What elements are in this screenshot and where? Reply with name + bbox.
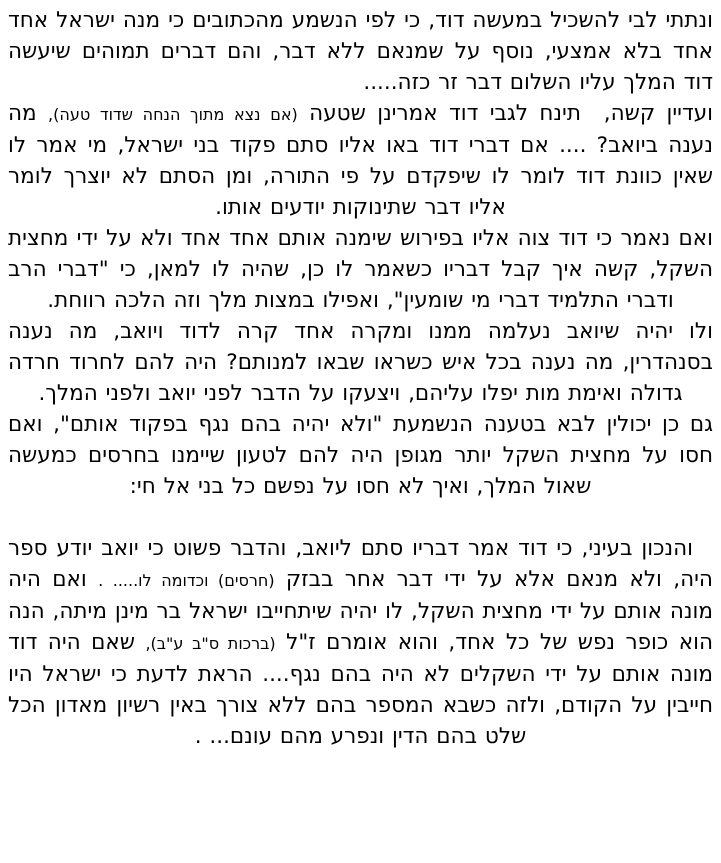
paragraph (8, 533, 713, 752)
parenthetical-small-text: (חרסים) וכדומה לו..... . (98, 571, 275, 590)
paragraph (8, 316, 713, 409)
text-run: שאם היה דוד מונה אותם על ידי השקלים לא היה בהם נגף.... הראת לדעת כי ישראל היו חייבין על הקודם, ולזה כשבא המספר בהם ללא צורך באין רשיון מאדון הכל שלט בהם הדין ונפרע מהם עונם... . (8, 630, 713, 749)
text-block (8, 5, 713, 752)
text-run: מה נענה ביואב? .... אם דברי דוד באו אליו סתם פקוד בני ישראל, מי אמר לו שאין כוונת דוד לומר לו שיפקדם על פי התורה, ומן הסתם לא יוצרך לומר אליו דבר שתינוקות יודעים אותו. (8, 101, 713, 220)
text-run: ואם היה מונה אותם על ידי מחצית השקל, לו יהיה שיתחייבו ישראל בר מינן מיתה, הנה הוא כופר נפש של כל אחד, והוא אומרם ז"ל (8, 567, 714, 655)
text-run: גם כן יכולין לבא בטענה הנשמעת "ולא יהיה בהם נגף בפקוד אותם", ואם חסו על מחצית השקל יותר מגופן היה להם לטעון שיימנו בחרסים כמעשה שאול המלך, ואיך לא חסו על נפשם כל בני אל חי: (8, 412, 713, 499)
paragraph (8, 5, 713, 98)
text-run: ואם נאמר כי דוד צוה אליו בפירוש שימנה אותם אחד אחד ולא על ידי מחצית השקל, קשה איך קבל דבריו כשאמר לו כן, שהיה לו למאן, כי "דברי הרב ודברי התלמיד דברי מי שומעין", ואפילו במצות מלך וזה הלכה רווחת. (8, 226, 713, 313)
paragraph (8, 223, 713, 316)
text-run: ועדיין קשה, תינח לגבי דוד אמרינן שטעה (297, 101, 714, 126)
parenthetical-small-text: (ברכות ס"ב ע"ב), (145, 634, 276, 653)
parenthetical-small-text: (אם נצא מתוך הנחה שדוד טעה), (48, 105, 298, 124)
text-run: ונתתי לבי להשכיל במעשה דוד, כי לפי הנשמע מהכתובים כי מנה ישראל אחד אחד בלא אמצעי, נוסף על שמנאם ללא דבר, והם דברים תמוהים שיעשה דוד המלך עליו השלום דבר זר כזה..... (8, 8, 713, 95)
paragraph (8, 98, 713, 223)
text-run: והנכון בעיני, כי דוד אמר דבריו סתם ליואב, והדבר פשוט כי יואב יודע ספר היה, ולא מנאם אלא על ידי דבר אחר בבזק (8, 536, 713, 592)
paragraph (8, 409, 713, 502)
text-run: ולו יהיה שיואב נעלמה ממנו ומקרה אחד קרה לדוד ויואב, מה נענה בסנהדרין, מה נענה בכל איש כשראו שבאו למנותם? היה להם לחרוד חרדה גדולה ואימת מות יפלו עליהם, ויצעקו על הדבר לפני יואב ולפני המלך. (8, 319, 713, 406)
